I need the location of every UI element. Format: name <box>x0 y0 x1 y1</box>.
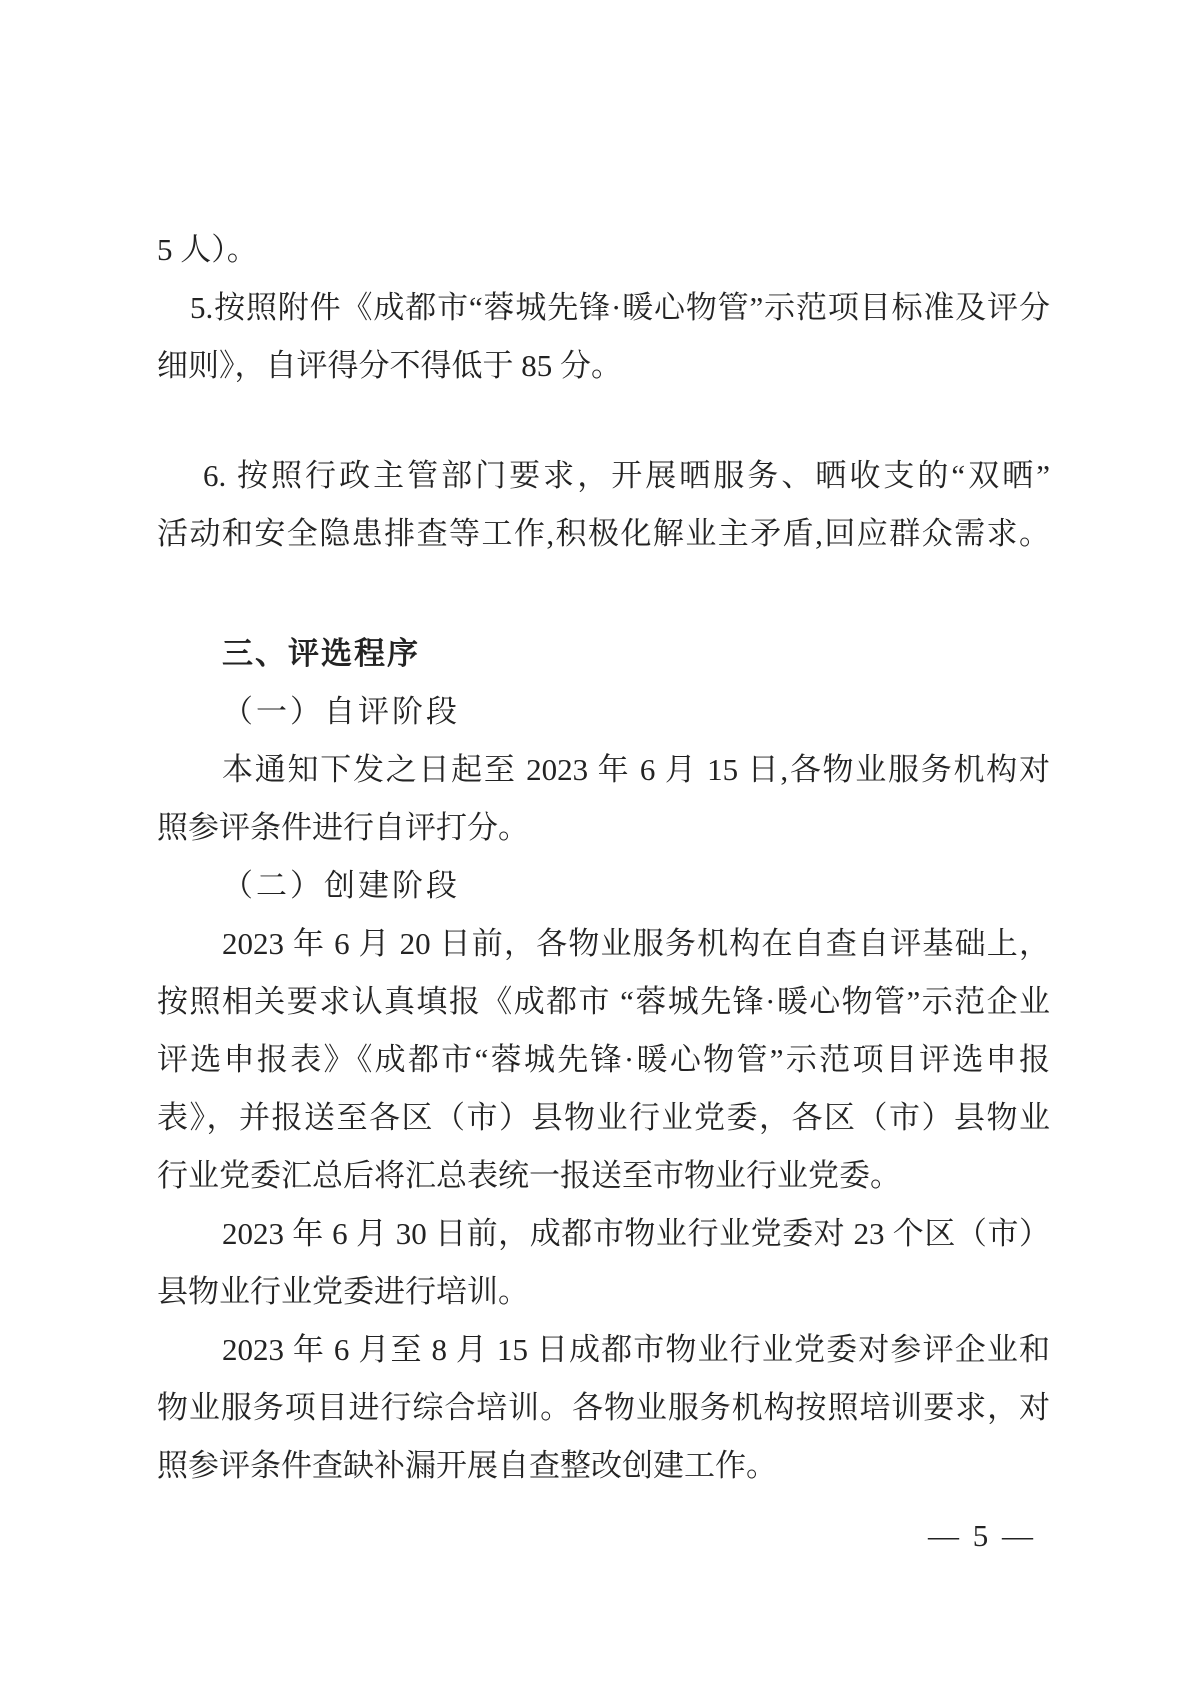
training-para-line-2: 县物业行业党委进行培训。 <box>157 1274 529 1309</box>
blank-gap <box>157 395 1050 447</box>
item-5-line-1: 5.按照附件《成都市“蓉城先锋·暖心物管”示范项目标准及评分 <box>190 290 1050 325</box>
para-continuation-line: 5 人）。 <box>157 232 258 267</box>
creation-stage-para1-line-3: 评选申报表》《成都市“蓉城先锋·暖心物管”示范项目评选申报 <box>157 1042 1050 1077</box>
comprehensive-training-para-line-2: 物业服务项目进行综合培训。各物业服务机构按照培训要求，对 <box>157 1390 1050 1425</box>
training-para-line-1: 2023 年 6 月 30 日前，成都市物业行业党委对 23 个区（市） <box>222 1216 1050 1251</box>
page-number: — 5 — <box>928 1518 1036 1553</box>
item-6-line-2: 活动和安全隐患排查等工作,积极化解业主矛盾,回应群众需求。 <box>157 516 1050 551</box>
item-5-line-2: 细则》，自评得分不得低于 85 分。 <box>157 348 622 383</box>
item-6-line-1: 6. 按照行政主管部门要求，开展晒服务、晒收支的“双晒” <box>203 458 1050 493</box>
self-eval-para-line-2: 照参评条件进行自评打分。 <box>157 810 529 845</box>
creation-stage-para1-line-1: 2023 年 6 月 20 日前，各物业服务机构在自查自评基础上， <box>222 926 1050 961</box>
subsection-2-heading: （二）创建阶段 <box>222 868 460 903</box>
creation-stage-para1-line-4: 表》，并报送至各区（市）县物业行业党委，各区（市）县物业 <box>157 1100 1050 1135</box>
section-3-heading: 三、评选程序 <box>222 636 420 671</box>
subsection-1-heading: （一）自评阶段 <box>222 694 460 729</box>
document-body <box>157 0 1050 1495</box>
comprehensive-training-para-line-1: 2023 年 6 月至 8 月 15 日成都市物业行业党委对参评企业和 <box>222 1332 1050 1367</box>
comprehensive-training-para-line-3: 照参评条件查缺补漏开展自查整改创建工作。 <box>157 1448 777 1483</box>
self-eval-para-line-1: 本通知下发之日起至 2023 年 6 月 15 日,各物业服务机构对 <box>222 752 1050 787</box>
blank-gap <box>157 563 1050 625</box>
creation-stage-para1-line-2: 按照相关要求认真填报《成都市 “蓉城先锋·暖心物管”示范企业 <box>157 984 1050 1019</box>
creation-stage-para1-line-5: 行业党委汇总后将汇总表统一报送至市物业行业党委。 <box>157 1158 901 1193</box>
